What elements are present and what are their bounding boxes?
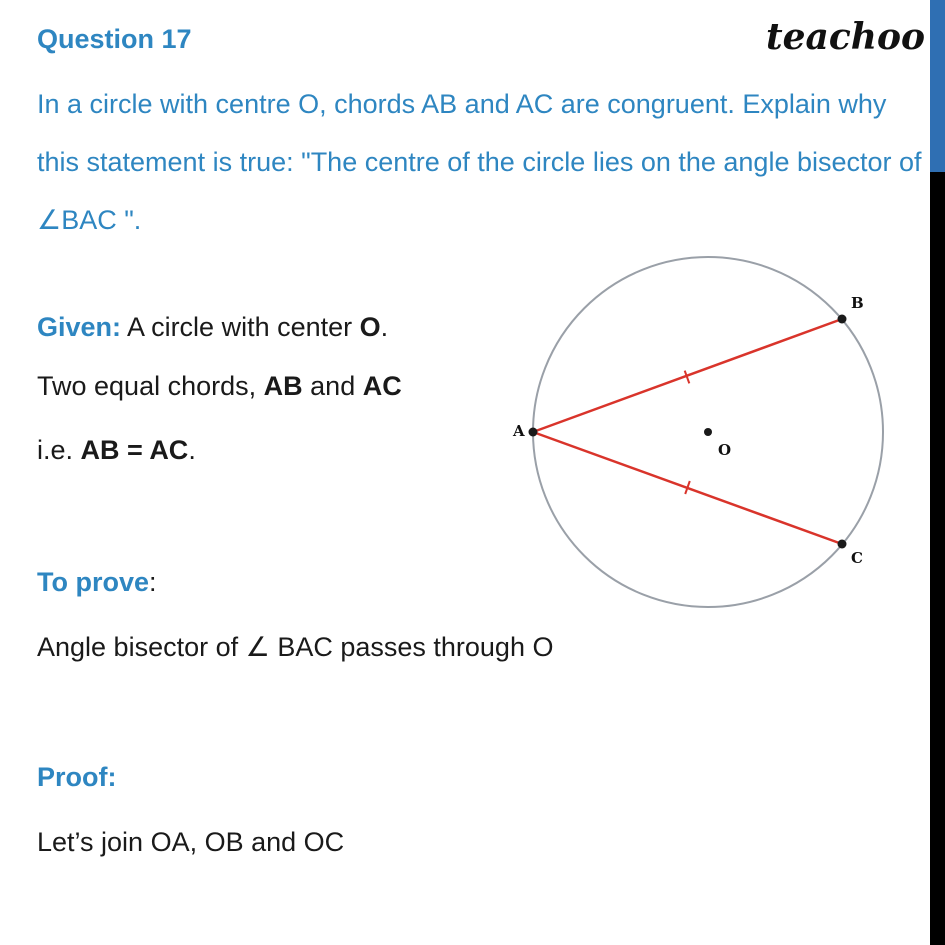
given-line1-text: A circle with center <box>127 312 353 342</box>
given-line-1 <box>37 312 388 343</box>
given-line-3 <box>37 435 196 466</box>
given-line-2 <box>37 371 402 402</box>
given-line3-bold: AB = AC <box>80 435 189 465</box>
point-b <box>838 315 847 324</box>
label-c: C <box>851 549 863 567</box>
given-line3-end: . <box>188 435 196 465</box>
given-line1-bold: O <box>359 312 381 342</box>
point-a <box>529 428 538 437</box>
question-text: In a circle with centre O, chords AB and AC are congruent. Explain why this statement is true: "The centre of the circle lies on the angle bisector of ∠BAC ". <box>37 89 922 235</box>
circle-diagram <box>500 250 900 620</box>
given-line2-text: Two equal chords, <box>37 371 257 401</box>
proof-line-1: Let’s join OA, OB and OC <box>37 827 345 857</box>
given-line2-bold-ab: AB <box>263 371 303 401</box>
proof-heading: Proof: <box>37 762 117 792</box>
question-title: Question 17 <box>37 24 192 54</box>
given-line2-bold-ac: AC <box>362 371 402 401</box>
given-line1-end: . <box>380 312 389 342</box>
scrollbar-thumb[interactable] <box>930 0 945 172</box>
to-prove-heading-line <box>37 567 157 598</box>
brand-logo: teachoo <box>766 16 925 58</box>
given-line3-prefix: i.e. <box>37 435 74 465</box>
given-heading: Given: <box>37 312 122 342</box>
given-line2-and: and <box>310 371 356 401</box>
label-a: A <box>513 422 525 440</box>
point-c <box>838 540 847 549</box>
to-prove-colon: : <box>149 567 157 597</box>
to-prove-heading: To prove <box>37 567 150 597</box>
to-prove-statement: Angle bisector of ∠ BAC passes through O <box>37 632 554 662</box>
label-o: O <box>718 441 732 459</box>
point-o <box>704 428 712 436</box>
label-b: B <box>851 294 864 312</box>
